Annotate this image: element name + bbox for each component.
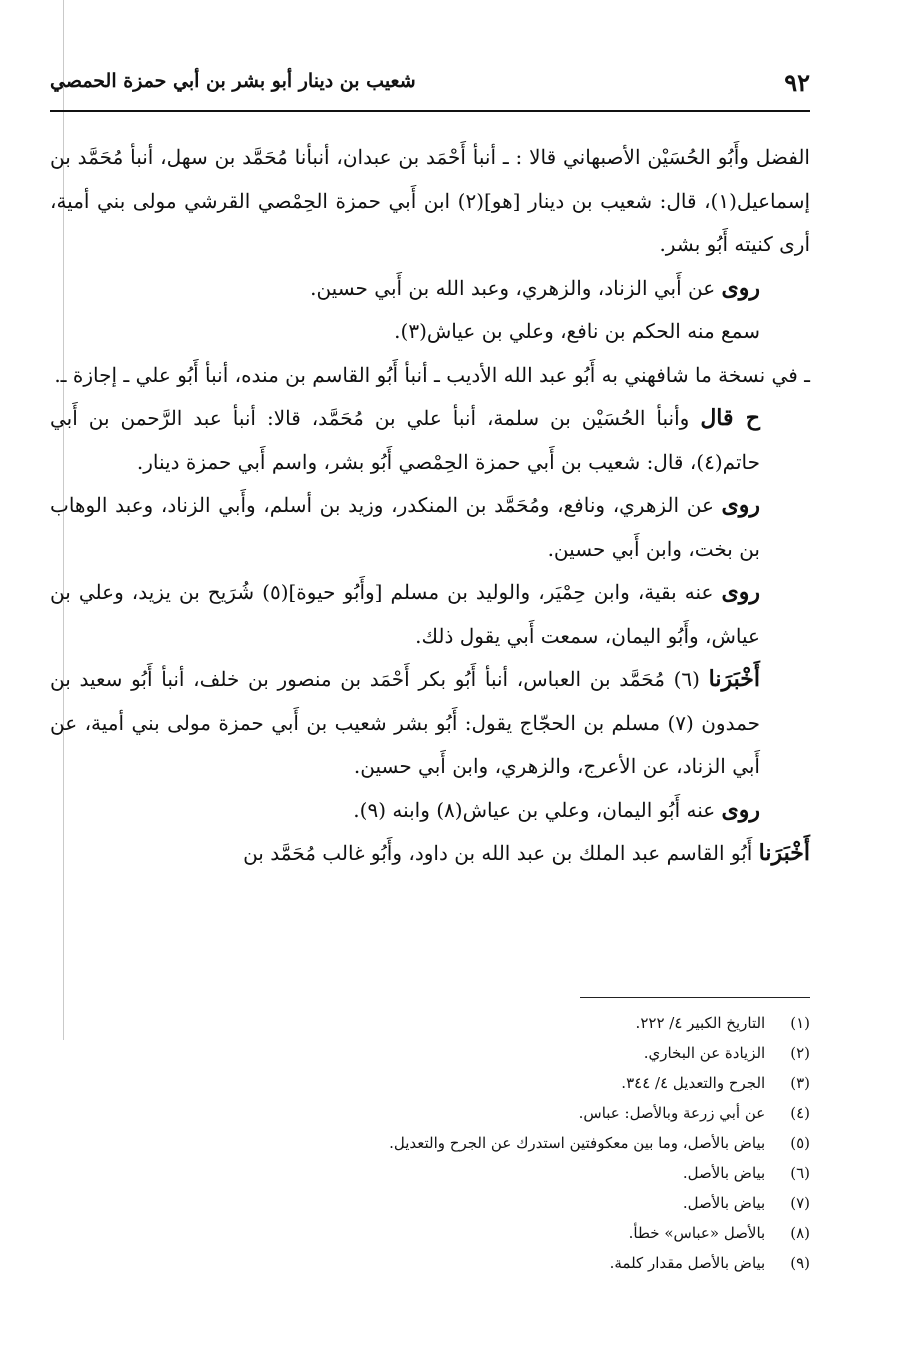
- paragraph-lead: روى: [721, 579, 761, 605]
- paragraph: [50, 571, 810, 658]
- paragraph-text: عنه أَبُو اليمان، وعلي بن عياش(٨) وابنه (٩).: [353, 797, 716, 822]
- page-header: [50, 66, 810, 106]
- footnote: [50, 1218, 810, 1248]
- footnote-number: (٦): [790, 1164, 810, 1182]
- paragraph: [50, 310, 810, 354]
- body-text: [50, 136, 810, 876]
- paragraph-lead: ح قال: [700, 405, 760, 431]
- paragraph: [50, 136, 810, 267]
- footnote-text: بياض بالأصل، وما بين معكوفتين استدرك عن الجرح والتعديل.: [389, 1134, 766, 1152]
- footnote: [50, 1248, 810, 1278]
- paragraph-text: عن الزهري، ونافع، ومُحَمَّد بن المنكدر، وزيد بن أسلم، وأَبي الزناد، وعبد الوهاب بن بخت، وابن أَبي حسين.: [50, 493, 760, 561]
- footnote-separator: [580, 997, 810, 998]
- footnote: [50, 1038, 810, 1068]
- paragraph-text: عنه بقية، وابن حِمْيَر، والوليد بن مسلم [وأَبُو حيوة](٥) شُرَيح بن يزيد، وعلي بن عياش، وأَبُو اليمان، سمعت أَبي يقول ذلك.: [50, 580, 760, 648]
- footnote: [50, 1128, 810, 1158]
- paragraph-text: الفضل وأَبُو الحُسَيْن الأصبهاني قالا : ـ أنبأ أَحْمَد بن عبدان، أنبأنا مُحَمَّد بن سهل، أنبأ مُحَمَّد بن إسماعيل(١)، قال: شعيب بن دينار [هو](٢) ابن أَبي حمزة الحِمْصي القرشي مولى بني أمية، أرى كنيته أَبُو بشر.: [50, 145, 811, 256]
- footnote-number: (٧): [790, 1194, 810, 1212]
- paragraph: [50, 658, 810, 789]
- paragraph-text: عن أَبي الزناد، والزهري، وعبد الله بن أَبي حسين.: [310, 275, 716, 300]
- footnote: [50, 1188, 810, 1218]
- footnote-text: بياض بالأصل مقدار كلمة.: [609, 1254, 766, 1272]
- paragraph: [50, 397, 810, 484]
- footnote-number: (٨): [790, 1224, 810, 1242]
- paragraph-text: (٦) مُحَمَّد بن العباس، أنبأ أَبُو بكر أَحْمَد بن منصور بن خلف، أنبأ أَبُو سعيد بن حمدون (٧) مسلم بن الحجّاج يقول: أَبُو بشر شعيب بن أَبي حمزة مولى بني أمية، عن أَبي الزناد، عن الأعرج، والزهري، وابن أَبي حسين.: [50, 667, 760, 778]
- footnote-number: (٢): [790, 1044, 810, 1062]
- footnote-number: (٥): [790, 1134, 810, 1152]
- footnote-number: (٤): [790, 1104, 810, 1122]
- footnote-text: بياض بالأصل.: [682, 1194, 766, 1212]
- paragraph: [50, 484, 810, 571]
- paragraph: [50, 267, 810, 311]
- page-number: ٩٢: [784, 68, 810, 97]
- paragraph-text: أَبُو القاسم عبد الملك بن عبد الله بن داود، وأَبُو غالب مُحَمَّد بن: [243, 841, 753, 865]
- paragraph: [50, 789, 810, 833]
- paragraph-lead: روى: [721, 796, 760, 823]
- paragraph: [50, 354, 810, 398]
- paragraph-lead: أَخْبَرَنا: [758, 840, 810, 866]
- footnote: [50, 1098, 810, 1128]
- paragraph-lead: روى: [721, 274, 760, 301]
- footnote-text: الزيادة عن البخاري.: [643, 1044, 766, 1062]
- paragraph: [50, 832, 810, 876]
- paragraph-text: سمع منه الحكم بن نافع، وعلي بن عياش(٣).: [394, 319, 760, 343]
- footnote-text: الجرح والتعديل ٤/ ٣٤٤.: [621, 1074, 766, 1092]
- paragraph-text: ـ في نسخة ما شافهني به أَبُو عبد الله الأديب ـ أنبأ أَبُو القاسم بن منده، أنبأ أَبُو علي ـ إجازة ـ.: [54, 362, 810, 387]
- header-rule: [50, 110, 810, 112]
- running-title: شعيب بن دينار أبو بشر بن أبي حمزة الحمصي: [50, 70, 416, 92]
- paragraph-lead: أَخْبَرَنا: [708, 666, 760, 692]
- footnote: [50, 1068, 810, 1098]
- footnote-text: عن أبي زرعة وبالأصل: عباس.: [578, 1104, 766, 1122]
- footnote-text: التاريخ الكبير ٤/ ٢٢٢.: [635, 1014, 766, 1032]
- paragraph-lead: روى: [721, 492, 761, 518]
- footnote-number: (١): [790, 1014, 810, 1032]
- footnote: [50, 1008, 810, 1038]
- footnote: [50, 1158, 810, 1188]
- footnote-text: بياض بالأصل.: [682, 1164, 766, 1182]
- footnotes: [50, 1008, 810, 1278]
- footnote-number: (٣): [790, 1074, 810, 1092]
- paragraph-text: وأنبأ الحُسَيْن بن سلمة، أنبأ علي بن مُحَمَّد، قالا: أنبأ عبد الرَّحمن بن أَبي حاتم(٤)، قال: شعيب بن أَبي حمزة الحِمْصي أَبُو بشر، واسم أَبي حمزة دينار.: [50, 406, 760, 474]
- footnote-text: بالأصل «عباس» خطأ.: [628, 1224, 766, 1242]
- footnote-number: (٩): [790, 1254, 810, 1272]
